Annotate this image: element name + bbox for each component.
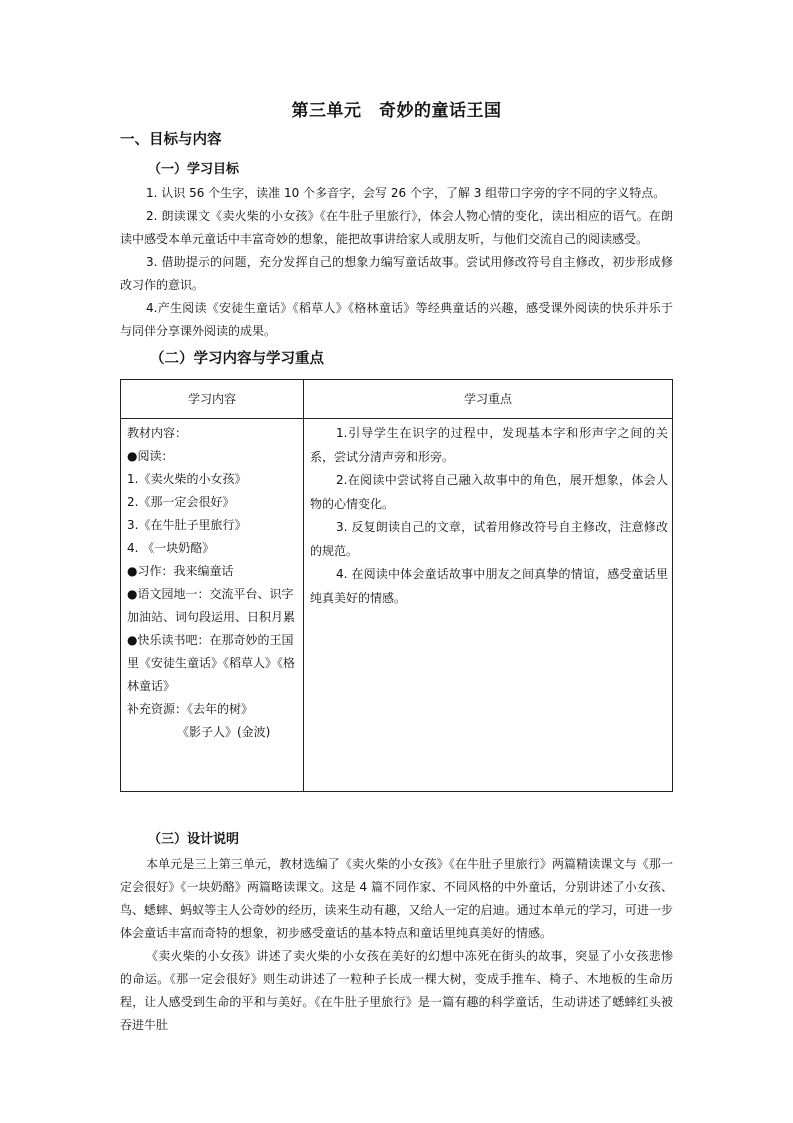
goal-item-3: 3. 借助提示的问题，充分发挥自己的想象力编写童话故事。尝试用修改符号自主修改，初步形成修改习作的意识。	[120, 255, 673, 292]
content-line: ●习作：我来编童话	[127, 564, 234, 578]
focus-item-1: 1.引导学生在识字的过程中，发现基本字和形声字之间的关系，尝试分清声旁和形旁。	[310, 426, 668, 464]
content-line: 加油站、词句段运用、日积月累	[127, 610, 296, 624]
page-title: 第三单元 奇妙的童话王国	[291, 101, 502, 121]
content-line: 2.《那一定会很好》	[127, 495, 235, 509]
table-cell-content	[127, 422, 301, 744]
content-line: 林童话》	[127, 679, 176, 693]
focus-item-3: 3. 反复朗读自己的文章，试着用修改符号自主修改，注意修改的规范。	[310, 520, 668, 558]
focus-item-4: 4. 在阅读中体会童话故事中朋友之间真挚的情谊，感受童话里纯真美好的情感。	[310, 567, 668, 605]
table-column-divider	[303, 380, 304, 791]
content-line: ●快乐读书吧：在那奇妙的王国	[127, 633, 294, 647]
subheading-learning-goals: （一）学习目标	[148, 162, 240, 177]
content-line: ●语文园地一：交流平台、识字	[127, 587, 294, 601]
content-line: ●阅读：	[127, 449, 174, 463]
goal-item-4: 4.产生阅读《安徒生童话》《稻草人》《格林童话》等经典童话的兴趣，感受课外阅读的快乐并乐于与同伴分享课外阅读的成果。	[120, 301, 673, 338]
content-line: 3.《在牛肚子里旅行》	[127, 518, 247, 532]
focus-item-2: 2.在阅读中尝试将自己融入故事中的角色，展开想象，体会人物的心情变化。	[310, 473, 668, 511]
design-paragraph-1: 本单元是三上第三单元，教材选编了《卖火柴的小女孩》《在牛肚子里旅行》两篇精读课文与《那一定会很好》《一块奶酪》两篇略读课文。这是 4 篇不同作家、不同风格的中外童话，分别讲述了小女孩、鸟、蟋蟀、蚂蚁等主人公奇妙的经历，读来生动有趣，又给人一定的启迪。通过本单元的学习，可进一步体会童话丰富而奇特的想象，初步感受童话的基本特点和童话里纯真美好的情感。	[120, 857, 673, 940]
content-line: 里《安徒生童话》《稻草人》《格	[127, 656, 296, 670]
subheading-design-notes: （三）设计说明	[148, 832, 240, 847]
goal-item-2: 2. 朗读课文《卖火柴的小女孩》《在牛肚子里旅行》，体会人物心情的变化，读出相应的语气。在朗读中感受本单元童话中丰富奇妙的想象，能把故事讲给家人或朋友听，与他们交流自己的阅读感受。	[120, 209, 673, 246]
content-focus-table	[120, 379, 673, 792]
goal-item-1: 1. 认识 56 个生字，读准 10 个多音字，会写 26 个字，了解 3 组带口字旁的字不同的字义特点。	[146, 186, 666, 200]
content-line: 1.《卖火柴的小女孩》	[127, 472, 247, 486]
content-line: 《影子人》(金波)	[177, 725, 271, 739]
table-cell-focus	[310, 422, 668, 610]
content-line: 补充资源：《去年的树》	[127, 702, 254, 716]
section-heading-goals-content: 一、目标与内容	[120, 132, 222, 148]
design-paragraph-2: 《卖火柴的小女孩》讲述了卖火柴的小女孩在美好的幻想中冻死在街头的故事，突显了小女孩悲惨的命运。《那一定会很好》则生动讲述了一粒种子长成一棵大树，变成手推车、椅子、木地板的生命历程，让人感受到生命的平和与美好。《在牛肚子里旅行》是一篇有趣的科学童话，生动讲述了蟋蟀红头被吞进牛肚	[120, 949, 673, 1032]
content-line: 教材内容：	[127, 426, 188, 440]
table-header-content: 学习内容	[187, 392, 236, 406]
table-header-focus: 学习重点	[463, 392, 512, 406]
content-line: 4. 《一块奶酪》	[127, 541, 215, 555]
subheading-content-focus: （二）学习内容与学习重点	[150, 351, 324, 367]
table-header-divider	[121, 418, 672, 419]
